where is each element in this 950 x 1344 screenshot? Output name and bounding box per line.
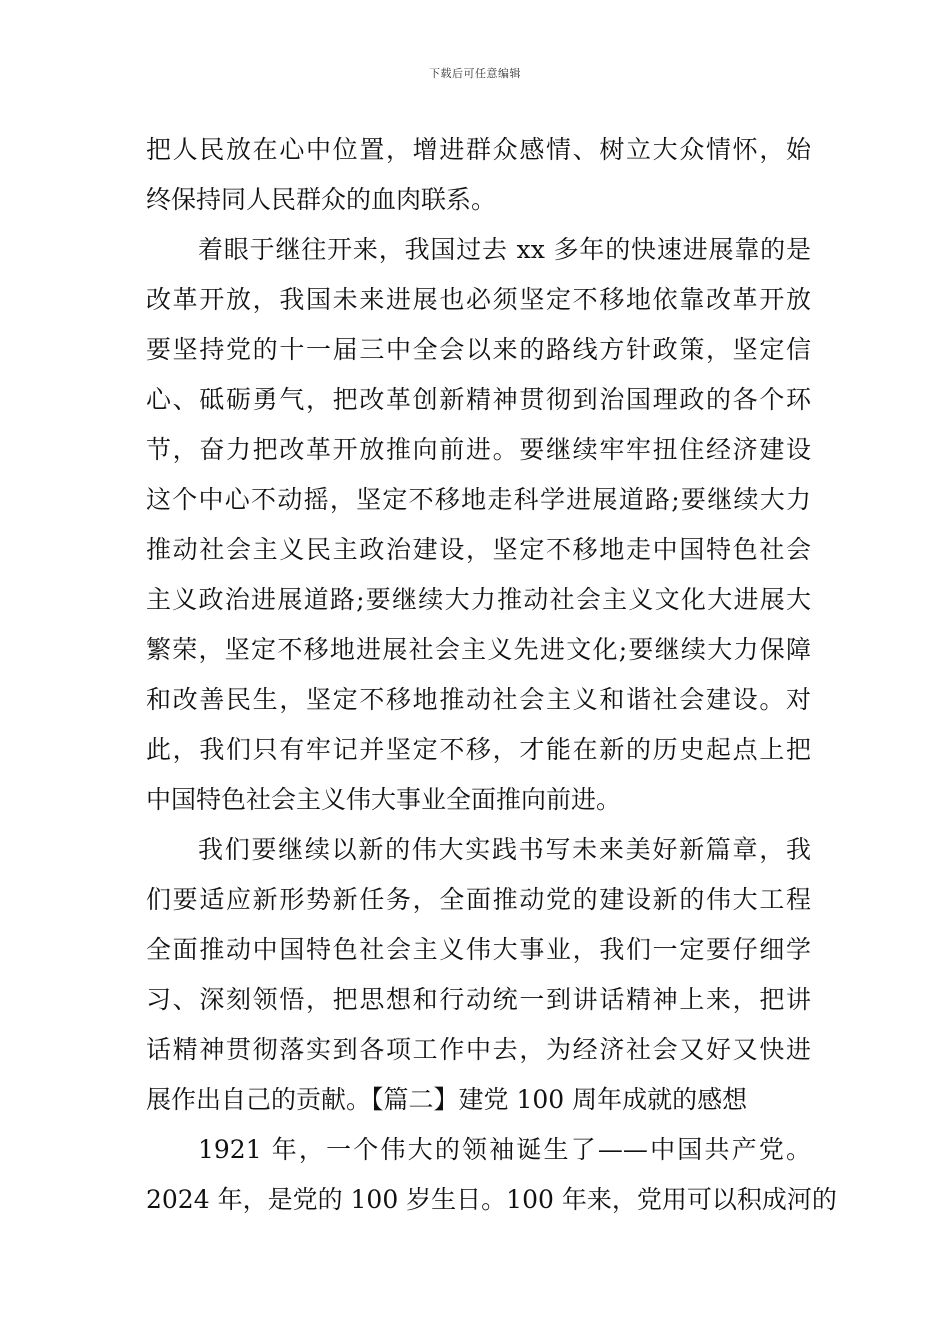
text-line: 中国特色社会主义伟大事业全面推向前进。 [146, 785, 622, 814]
text-line: 心、砥砺勇气，把改革创新精神贯彻到治国理政的各个环 [146, 385, 811, 414]
text-line: 此，我们只有牢记并坚定不移，才能在新的历史起点上把 [146, 735, 811, 764]
text-line: 我们要继续以新的伟大实践书写未来美好新篇章，我 [198, 835, 811, 864]
text-line: 展作出自己的贡献。【篇二】建党 100 周年成就的感想 [146, 1085, 748, 1114]
text-line: 节，奋力把改革开放推向前进。要继续牢牢扭住经济建设 [146, 435, 811, 464]
text-line: 习、深刻领悟，把思想和行动统一到讲话精神上来，把讲 [146, 985, 811, 1014]
text-line: 把人民放在心中位置，增进群众感情、树立大众情怀，始 [146, 135, 811, 164]
text-line: 这个中心不动摇，坚定不移地走科学进展道路;要继续大力 [146, 485, 811, 514]
text-line: 全面推动中国特色社会主义伟大事业，我们一定要仔细学 [146, 935, 811, 964]
header-note: 下载后可任意编辑 [429, 67, 521, 80]
text-line: 改革开放，我国未来进展也必须坚定不移地依靠改革开放 [146, 285, 811, 314]
text-line: 着眼于继往开来，我国过去 xx 多年的快速进展靠的是 [198, 235, 811, 264]
text-line: 话精神贯彻落实到各项工作中去，为经济社会又好又快进 [146, 1035, 811, 1064]
document-body [146, 125, 837, 1225]
text-line: 要坚持党的十一届三中全会以来的路线方针政策，坚定信 [146, 335, 811, 364]
text-line: 们要适应新形势新任务，全面推动党的建设新的伟大工程 [146, 885, 811, 914]
text-line: 推动社会主义民主政治建设，坚定不移地走中国特色社会 [146, 535, 811, 564]
text-line: 1921 年，一个伟大的领袖诞生了——中国共产党。 [198, 1135, 811, 1164]
text-line: 繁荣，坚定不移地进展社会主义先进文化;要继续大力保障 [146, 635, 811, 664]
text-line: 终保持同人民群众的血肉联系。 [146, 185, 497, 214]
text-line: 和改善民生，坚定不移地推动社会主义和谐社会建设。对 [146, 685, 811, 714]
text-line: 主义政治进展道路;要继续大力推动社会主义文化大进展大 [146, 585, 811, 614]
text-line: 2024 年，是党的 100 岁生日。100 年来，党用可以积成河的 [146, 1185, 837, 1214]
